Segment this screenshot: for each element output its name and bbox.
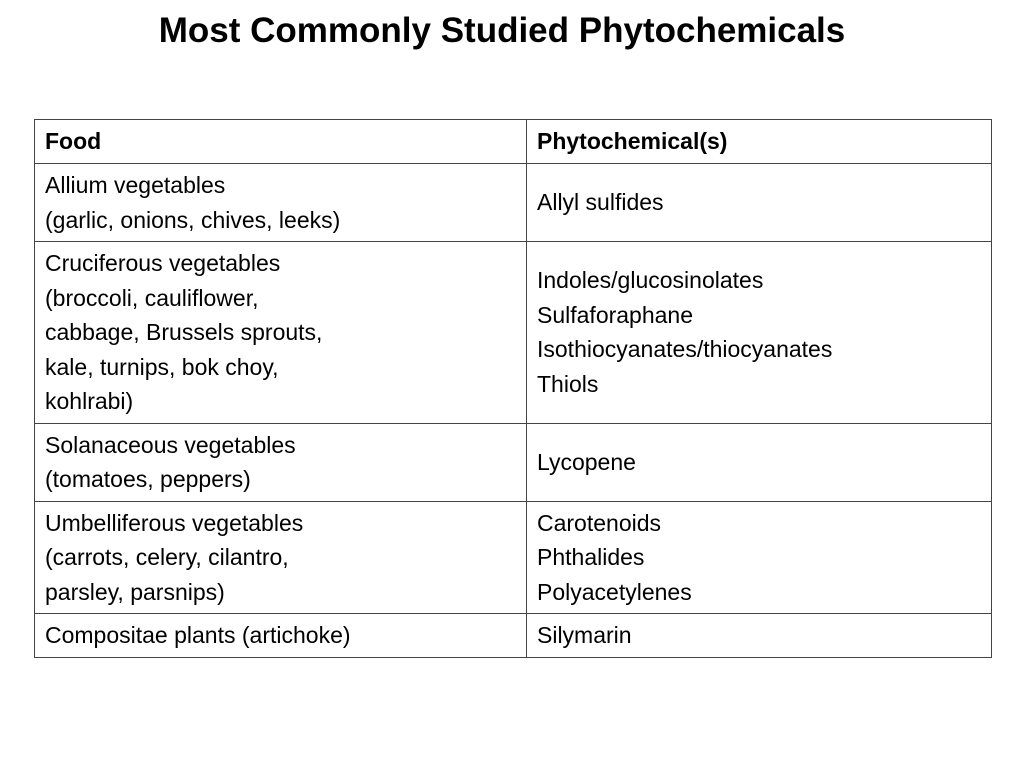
phytochemical-line: Indoles/glucosinolates xyxy=(537,267,764,294)
column-header-food: Food xyxy=(35,120,527,164)
phytochemical-line: Sulfaforaphane xyxy=(537,301,694,328)
table-row xyxy=(35,501,992,614)
food-line: (garlic, onions, chives, leeks) xyxy=(45,206,341,233)
food-line: Compositae plants (artichoke) xyxy=(45,622,351,648)
phytochemical-line: Lycopene xyxy=(537,448,636,475)
phytochemical-cell xyxy=(527,423,992,501)
food-cell xyxy=(35,423,527,501)
phytochemical-cell xyxy=(527,501,992,614)
food-line: cabbage, Brussels sprouts, xyxy=(45,319,323,345)
food-cell xyxy=(35,242,527,424)
phytochemical-line: Silymarin xyxy=(537,622,632,648)
food-line: (carrots, celery, cilantro, xyxy=(45,544,289,570)
phytochemical-cell xyxy=(527,164,992,242)
food-line: Umbelliferous vegetables xyxy=(45,509,304,536)
table-row xyxy=(35,423,992,501)
table-row xyxy=(35,242,992,424)
food-line: Cruciferous vegetables xyxy=(45,250,281,276)
food-line: Solanaceous vegetables xyxy=(45,431,296,458)
page-title: Most Commonly Studied Phytochemicals xyxy=(158,11,846,50)
phytochemicals-table xyxy=(34,119,992,658)
table-header-row xyxy=(35,120,992,164)
phytochemical-cell xyxy=(527,614,992,658)
food-cell xyxy=(35,164,527,242)
phytochemical-line: Carotenoids xyxy=(537,509,662,536)
phytochemical-line: Thiols xyxy=(537,370,599,397)
column-header-phytochemicals: Phytochemical(s) xyxy=(527,120,992,164)
phytochemical-line: Isothiocyanates/thiocyanates xyxy=(537,336,833,363)
phytochemical-cell xyxy=(527,242,992,424)
food-cell xyxy=(35,614,527,658)
food-line: Allium vegetables xyxy=(45,172,226,198)
food-line: kohlrabi) xyxy=(45,388,134,414)
food-line: parsley, parsnips) xyxy=(45,578,225,605)
table-row xyxy=(35,164,992,242)
phytochemical-line: Phthalides xyxy=(537,544,645,570)
food-cell xyxy=(35,501,527,614)
table-row xyxy=(35,614,992,658)
phytochemical-line: Polyacetylenes xyxy=(537,578,692,605)
phytochemical-line: Allyl sulfides xyxy=(537,189,664,216)
food-line: (tomatoes, peppers) xyxy=(45,466,251,492)
food-line: kale, turnips, bok choy, xyxy=(45,353,279,380)
food-line: (broccoli, cauliflower, xyxy=(45,284,259,311)
